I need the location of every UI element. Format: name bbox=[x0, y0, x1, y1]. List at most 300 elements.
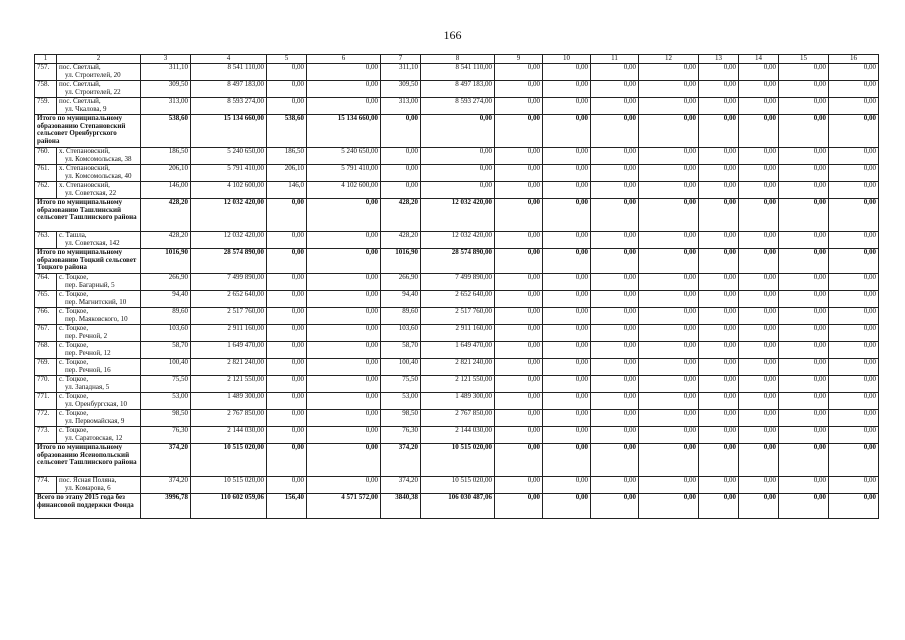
value-cell: 0,00 bbox=[543, 477, 591, 494]
value-cell: 0,00 bbox=[495, 308, 543, 325]
row-number: 774. bbox=[35, 477, 57, 494]
value-cell: 0,00 bbox=[829, 291, 879, 308]
address-cell bbox=[57, 232, 141, 249]
value-cell: 7 499 890,00 bbox=[191, 274, 267, 291]
table-row bbox=[35, 410, 879, 427]
value-cell: 538,60 bbox=[141, 115, 191, 148]
value-cell: 0,00 bbox=[739, 81, 779, 98]
value-cell: 0,00 bbox=[307, 477, 381, 494]
value-cell: 5 240 650,00 bbox=[191, 148, 267, 165]
value-cell: 0,00 bbox=[495, 342, 543, 359]
value-cell: 0,00 bbox=[639, 359, 699, 376]
value-cell: 0,00 bbox=[779, 249, 829, 274]
subtotal-label: Итого по муниципальному образованию Тоцкий сельсовет Тоцкого района bbox=[35, 249, 141, 274]
value-cell: 0,00 bbox=[829, 308, 879, 325]
value-cell: 0,00 bbox=[739, 249, 779, 274]
address-settlement: с. Тоцкое, bbox=[59, 426, 89, 434]
value-cell: 186,50 bbox=[267, 148, 307, 165]
value-cell: 1 489 300,00 bbox=[421, 393, 495, 410]
address-street: ул. Советская, 22 bbox=[65, 188, 117, 197]
subtotal-label: Итого по муниципальному образованию Ташлинский сельсовет Ташлинского района bbox=[35, 199, 141, 232]
table-row bbox=[35, 325, 879, 342]
address-cell bbox=[57, 98, 141, 115]
address-settlement: х. Степановский, bbox=[59, 181, 110, 189]
row-number: 763. bbox=[35, 232, 57, 249]
value-cell: 0,00 bbox=[267, 274, 307, 291]
value-cell: 0,00 bbox=[267, 477, 307, 494]
value-cell: 0,00 bbox=[591, 393, 639, 410]
value-cell: 0,00 bbox=[267, 359, 307, 376]
value-cell: 0,00 bbox=[699, 64, 739, 81]
table-row bbox=[35, 427, 879, 444]
row-number: 773. bbox=[35, 427, 57, 444]
address-settlement: пос. Светлый, bbox=[59, 97, 101, 105]
value-cell: 0,00 bbox=[591, 427, 639, 444]
value-cell: 0,00 bbox=[543, 199, 591, 232]
value-cell: 0,00 bbox=[739, 232, 779, 249]
value-cell: 0,00 bbox=[639, 274, 699, 291]
value-cell: 0,00 bbox=[543, 148, 591, 165]
address-cell bbox=[57, 359, 141, 376]
value-cell: 0,00 bbox=[495, 64, 543, 81]
column-number-cell: 5 bbox=[267, 55, 307, 64]
value-cell: 7 499 890,00 bbox=[421, 274, 495, 291]
value-cell: 428,20 bbox=[381, 199, 421, 232]
table-row bbox=[35, 148, 879, 165]
row-number: 759. bbox=[35, 98, 57, 115]
value-cell: 0,00 bbox=[421, 115, 495, 148]
value-cell: 0,00 bbox=[829, 427, 879, 444]
value-cell: 0,00 bbox=[495, 182, 543, 199]
value-cell: 0,00 bbox=[307, 64, 381, 81]
value-cell: 0,00 bbox=[591, 148, 639, 165]
value-cell: 0,00 bbox=[543, 249, 591, 274]
value-cell: 0,00 bbox=[739, 274, 779, 291]
value-cell: 100,40 bbox=[141, 359, 191, 376]
value-cell: 103,60 bbox=[141, 325, 191, 342]
value-cell: 8 497 183,00 bbox=[421, 81, 495, 98]
value-cell: 0,00 bbox=[699, 291, 739, 308]
value-cell: 0,00 bbox=[779, 494, 829, 519]
address-settlement: пос. Ясная Поляна, bbox=[59, 476, 117, 484]
address-settlement: с. Тоцкое, bbox=[59, 290, 89, 298]
value-cell: 0,00 bbox=[779, 359, 829, 376]
value-cell: 0,00 bbox=[267, 427, 307, 444]
value-cell: 311,10 bbox=[381, 64, 421, 81]
value-cell: 12 032 420,00 bbox=[191, 199, 267, 232]
value-cell: 0,00 bbox=[639, 342, 699, 359]
address-settlement: с. Тоцкое, bbox=[59, 273, 89, 281]
value-cell: 0,00 bbox=[639, 308, 699, 325]
value-cell: 1 649 470,00 bbox=[421, 342, 495, 359]
value-cell: 0,00 bbox=[739, 410, 779, 427]
table-row bbox=[35, 477, 879, 494]
address-settlement: с. Тоцкое, bbox=[59, 358, 89, 366]
value-cell: 0,00 bbox=[267, 81, 307, 98]
value-cell: 0,00 bbox=[591, 410, 639, 427]
column-number-cell: 7 bbox=[381, 55, 421, 64]
value-cell: 89,60 bbox=[381, 308, 421, 325]
value-cell: 0,00 bbox=[779, 98, 829, 115]
address-street: ул. Оренбургская, 10 bbox=[65, 399, 127, 408]
address-cell bbox=[57, 427, 141, 444]
value-cell: 15 134 660,00 bbox=[191, 115, 267, 148]
value-cell: 0,00 bbox=[381, 165, 421, 182]
value-cell: 0,00 bbox=[495, 376, 543, 393]
table-row bbox=[35, 393, 879, 410]
value-cell: 0,00 bbox=[829, 249, 879, 274]
value-cell: 0,00 bbox=[639, 325, 699, 342]
value-cell: 2 767 850,00 bbox=[191, 410, 267, 427]
value-cell: 0,00 bbox=[779, 393, 829, 410]
address-cell bbox=[57, 165, 141, 182]
value-cell: 0,00 bbox=[267, 410, 307, 427]
value-cell: 12 032 420,00 bbox=[421, 199, 495, 232]
value-cell: 0,00 bbox=[495, 444, 543, 477]
value-cell: 0,00 bbox=[307, 291, 381, 308]
value-cell: 0,00 bbox=[591, 81, 639, 98]
value-cell: 0,00 bbox=[829, 199, 879, 232]
value-cell: 0,00 bbox=[779, 410, 829, 427]
value-cell: 0,00 bbox=[699, 427, 739, 444]
value-cell: 0,00 bbox=[495, 325, 543, 342]
address-settlement: с. Тоцкое, bbox=[59, 341, 89, 349]
address-cell bbox=[57, 342, 141, 359]
value-cell: 0,00 bbox=[495, 274, 543, 291]
address-street: ул. Западная, 5 bbox=[65, 382, 110, 391]
value-cell: 0,00 bbox=[739, 477, 779, 494]
value-cell: 75,50 bbox=[381, 376, 421, 393]
subtotal-row bbox=[35, 249, 879, 274]
value-cell: 3840,38 bbox=[381, 494, 421, 519]
address-street: ул. Саратовская, 12 bbox=[65, 433, 123, 442]
address-settlement: х. Степановский, bbox=[59, 164, 110, 172]
value-cell: 0,00 bbox=[739, 98, 779, 115]
value-cell: 313,00 bbox=[141, 98, 191, 115]
row-number: 772. bbox=[35, 410, 57, 427]
address-settlement: х. Степановский, bbox=[59, 147, 110, 155]
value-cell: 0,00 bbox=[421, 148, 495, 165]
value-cell: 0,00 bbox=[543, 444, 591, 477]
table-row bbox=[35, 165, 879, 182]
value-cell: 0,00 bbox=[779, 444, 829, 477]
value-cell: 0,00 bbox=[307, 274, 381, 291]
value-cell: 0,00 bbox=[267, 342, 307, 359]
value-cell: 0,00 bbox=[779, 64, 829, 81]
value-cell: 0,00 bbox=[495, 199, 543, 232]
value-cell: 0,00 bbox=[591, 274, 639, 291]
address-street: пер. Магнитский, 10 bbox=[65, 297, 127, 306]
value-cell: 75,50 bbox=[141, 376, 191, 393]
value-cell: 0,00 bbox=[307, 444, 381, 477]
address-street: пер. Речной, 16 bbox=[65, 365, 111, 374]
address-settlement: с. Тоцкое, bbox=[59, 392, 89, 400]
address-cell bbox=[57, 410, 141, 427]
value-cell: 0,00 bbox=[307, 199, 381, 232]
value-cell: 0,00 bbox=[639, 249, 699, 274]
column-number-cell: 1 bbox=[35, 55, 57, 64]
value-cell: 0,00 bbox=[591, 444, 639, 477]
table-row bbox=[35, 81, 879, 98]
row-number: 758. bbox=[35, 81, 57, 98]
value-cell: 538,60 bbox=[267, 115, 307, 148]
value-cell: 0,00 bbox=[779, 199, 829, 232]
address-street: ул. Комсомольская, 40 bbox=[65, 171, 132, 180]
value-cell: 0,00 bbox=[307, 308, 381, 325]
address-cell bbox=[57, 325, 141, 342]
value-cell: 0,00 bbox=[543, 427, 591, 444]
value-cell: 8 593 274,00 bbox=[421, 98, 495, 115]
value-cell: 10 515 020,00 bbox=[191, 444, 267, 477]
value-cell: 309,50 bbox=[141, 81, 191, 98]
value-cell: 76,30 bbox=[381, 427, 421, 444]
value-cell: 0,00 bbox=[495, 291, 543, 308]
column-number-cell: 11 bbox=[591, 55, 639, 64]
value-cell: 0,00 bbox=[699, 148, 739, 165]
value-cell: 0,00 bbox=[639, 376, 699, 393]
value-cell: 0,00 bbox=[829, 444, 879, 477]
value-cell: 0,00 bbox=[699, 98, 739, 115]
column-number-cell: 13 bbox=[699, 55, 739, 64]
value-cell: 0,00 bbox=[699, 274, 739, 291]
value-cell: 28 574 890,00 bbox=[191, 249, 267, 274]
value-cell: 0,00 bbox=[591, 165, 639, 182]
value-cell: 1016,90 bbox=[141, 249, 191, 274]
value-cell: 0,00 bbox=[739, 199, 779, 232]
value-cell: 0,00 bbox=[543, 393, 591, 410]
address-street: ул. Чкалова, 9 bbox=[65, 104, 107, 113]
address-cell bbox=[57, 291, 141, 308]
row-number: 770. bbox=[35, 376, 57, 393]
value-cell: 0,00 bbox=[829, 494, 879, 519]
value-cell: 0,00 bbox=[699, 308, 739, 325]
address-cell bbox=[57, 274, 141, 291]
value-cell: 0,00 bbox=[779, 477, 829, 494]
value-cell: 0,00 bbox=[543, 115, 591, 148]
value-cell: 3996,78 bbox=[141, 494, 191, 519]
address-settlement: с. Тоцкое, bbox=[59, 409, 89, 417]
value-cell: 0,00 bbox=[779, 115, 829, 148]
value-cell: 0,00 bbox=[699, 165, 739, 182]
value-cell: 206,10 bbox=[141, 165, 191, 182]
subtotal-label: Итого по муниципальному образованию Степановский сельсовет Оренбургского района bbox=[35, 115, 141, 148]
address-settlement: пос. Светлый, bbox=[59, 63, 101, 71]
value-cell: 0,00 bbox=[779, 427, 829, 444]
value-cell: 313,00 bbox=[381, 98, 421, 115]
row-number: 766. bbox=[35, 308, 57, 325]
row-number: 762. bbox=[35, 182, 57, 199]
column-number-cell: 12 bbox=[639, 55, 699, 64]
value-cell: 0,00 bbox=[307, 359, 381, 376]
table-row bbox=[35, 232, 879, 249]
value-cell: 0,00 bbox=[543, 308, 591, 325]
value-cell: 0,00 bbox=[421, 182, 495, 199]
value-cell: 0,00 bbox=[267, 232, 307, 249]
value-cell: 0,00 bbox=[639, 81, 699, 98]
value-cell: 0,00 bbox=[739, 115, 779, 148]
value-cell: 0,00 bbox=[591, 232, 639, 249]
value-cell: 0,00 bbox=[829, 148, 879, 165]
value-cell: 0,00 bbox=[591, 199, 639, 232]
value-cell: 428,20 bbox=[141, 199, 191, 232]
address-cell bbox=[57, 376, 141, 393]
value-cell: 0,00 bbox=[829, 410, 879, 427]
table-row bbox=[35, 64, 879, 81]
value-cell: 2 821 240,00 bbox=[191, 359, 267, 376]
value-cell: 428,20 bbox=[381, 232, 421, 249]
address-street: ул. Строителей, 22 bbox=[65, 87, 121, 96]
value-cell: 0,00 bbox=[495, 477, 543, 494]
value-cell: 0,00 bbox=[699, 232, 739, 249]
value-cell: 0,00 bbox=[739, 165, 779, 182]
value-cell: 374,20 bbox=[141, 477, 191, 494]
table-row bbox=[35, 182, 879, 199]
value-cell: 0,00 bbox=[267, 308, 307, 325]
value-cell: 0,00 bbox=[591, 342, 639, 359]
value-cell: 0,00 bbox=[639, 444, 699, 477]
value-cell: 0,00 bbox=[307, 342, 381, 359]
value-cell: 0,00 bbox=[699, 342, 739, 359]
value-cell: 0,00 bbox=[699, 249, 739, 274]
value-cell: 374,20 bbox=[141, 444, 191, 477]
value-cell: 2 652 640,00 bbox=[421, 291, 495, 308]
value-cell: 0,00 bbox=[307, 410, 381, 427]
row-number: 760. bbox=[35, 148, 57, 165]
value-cell: 0,00 bbox=[779, 182, 829, 199]
value-cell: 0,00 bbox=[421, 165, 495, 182]
value-cell: 0,00 bbox=[495, 393, 543, 410]
value-cell: 0,00 bbox=[543, 232, 591, 249]
value-cell: 10 515 020,00 bbox=[421, 444, 495, 477]
table-body bbox=[35, 55, 879, 519]
value-cell: 0,00 bbox=[739, 342, 779, 359]
address-cell bbox=[57, 308, 141, 325]
address-cell bbox=[57, 148, 141, 165]
row-number: 764. bbox=[35, 274, 57, 291]
table-row bbox=[35, 359, 879, 376]
value-cell: 0,00 bbox=[267, 444, 307, 477]
value-cell: 0,00 bbox=[495, 165, 543, 182]
value-cell: 0,00 bbox=[779, 308, 829, 325]
value-cell: 2 121 550,00 bbox=[421, 376, 495, 393]
value-cell: 2 144 030,00 bbox=[421, 427, 495, 444]
value-cell: 8 593 274,00 bbox=[191, 98, 267, 115]
value-cell: 0,00 bbox=[639, 427, 699, 444]
column-number-header bbox=[35, 55, 879, 64]
value-cell: 0,00 bbox=[739, 494, 779, 519]
address-street: ул. Советская, 142 bbox=[65, 238, 120, 247]
table-row bbox=[35, 274, 879, 291]
value-cell: 106 030 487,06 bbox=[421, 494, 495, 519]
address-street: ул. Первомайская, 9 bbox=[65, 416, 125, 425]
value-cell: 0,00 bbox=[543, 182, 591, 199]
value-cell: 0,00 bbox=[829, 325, 879, 342]
value-cell: 2 144 030,00 bbox=[191, 427, 267, 444]
value-cell: 0,00 bbox=[591, 182, 639, 199]
value-cell: 0,00 bbox=[829, 182, 879, 199]
value-cell: 0,00 bbox=[543, 342, 591, 359]
address-cell bbox=[57, 64, 141, 81]
value-cell: 0,00 bbox=[307, 98, 381, 115]
value-cell: 0,00 bbox=[699, 325, 739, 342]
value-cell: 0,00 bbox=[267, 393, 307, 410]
value-cell: 0,00 bbox=[543, 494, 591, 519]
subtotal-row bbox=[35, 494, 879, 519]
value-cell: 0,00 bbox=[779, 291, 829, 308]
value-cell: 0,00 bbox=[829, 477, 879, 494]
row-number: 767. bbox=[35, 325, 57, 342]
row-number: 769. bbox=[35, 359, 57, 376]
value-cell: 266,90 bbox=[141, 274, 191, 291]
value-cell: 0,00 bbox=[591, 325, 639, 342]
address-cell bbox=[57, 182, 141, 199]
value-cell: 374,20 bbox=[381, 477, 421, 494]
value-cell: 0,00 bbox=[267, 64, 307, 81]
column-number-cell: 9 bbox=[495, 55, 543, 64]
row-number: 757. bbox=[35, 64, 57, 81]
value-cell: 53,00 bbox=[381, 393, 421, 410]
value-cell: 0,00 bbox=[543, 291, 591, 308]
value-cell: 0,00 bbox=[739, 308, 779, 325]
address-street: ул. Комсомольская, 38 bbox=[65, 154, 132, 163]
value-cell: 4 102 600,00 bbox=[307, 182, 381, 199]
value-cell: 0,00 bbox=[381, 182, 421, 199]
value-cell: 12 032 420,00 bbox=[191, 232, 267, 249]
value-cell: 0,00 bbox=[639, 393, 699, 410]
value-cell: 0,00 bbox=[779, 165, 829, 182]
value-cell: 0,00 bbox=[495, 427, 543, 444]
value-cell: 5 240 650,00 bbox=[307, 148, 381, 165]
value-cell: 0,00 bbox=[639, 64, 699, 81]
value-cell: 0,00 bbox=[495, 115, 543, 148]
value-cell: 0,00 bbox=[591, 115, 639, 148]
address-cell bbox=[57, 81, 141, 98]
value-cell: 2 517 760,00 bbox=[421, 308, 495, 325]
column-number-cell: 14 bbox=[739, 55, 779, 64]
table-row bbox=[35, 376, 879, 393]
subtotal-row bbox=[35, 444, 879, 477]
subtotal-label: Итого по муниципальному образованию Ясенопольский сельсовет Ташлинского района bbox=[35, 444, 141, 477]
value-cell: 0,00 bbox=[639, 165, 699, 182]
value-cell: 2 821 240,00 bbox=[421, 359, 495, 376]
value-cell: 0,00 bbox=[829, 274, 879, 291]
column-number-cell: 15 bbox=[779, 55, 829, 64]
value-cell: 0,00 bbox=[699, 494, 739, 519]
value-cell: 0,00 bbox=[779, 325, 829, 342]
value-cell: 0,00 bbox=[591, 494, 639, 519]
column-number-cell: 3 bbox=[141, 55, 191, 64]
row-number: 768. bbox=[35, 342, 57, 359]
table-row bbox=[35, 342, 879, 359]
address-settlement: с. Тоцкое, bbox=[59, 307, 89, 315]
value-cell: 0,00 bbox=[381, 148, 421, 165]
value-cell: 0,00 bbox=[829, 64, 879, 81]
value-cell: 0,00 bbox=[639, 410, 699, 427]
value-cell: 0,00 bbox=[267, 291, 307, 308]
value-cell: 0,00 bbox=[829, 342, 879, 359]
address-settlement: пос. Светлый, bbox=[59, 80, 101, 88]
value-cell: 0,00 bbox=[829, 81, 879, 98]
value-cell: 0,00 bbox=[699, 199, 739, 232]
value-cell: 146,0 bbox=[267, 182, 307, 199]
value-cell: 4 102 600,00 bbox=[191, 182, 267, 199]
value-cell: 0,00 bbox=[543, 376, 591, 393]
address-cell bbox=[57, 393, 141, 410]
value-cell: 89,60 bbox=[141, 308, 191, 325]
value-cell: 0,00 bbox=[267, 98, 307, 115]
value-cell: 0,00 bbox=[495, 81, 543, 98]
address-street: пер. Маяковского, 10 bbox=[65, 314, 128, 323]
